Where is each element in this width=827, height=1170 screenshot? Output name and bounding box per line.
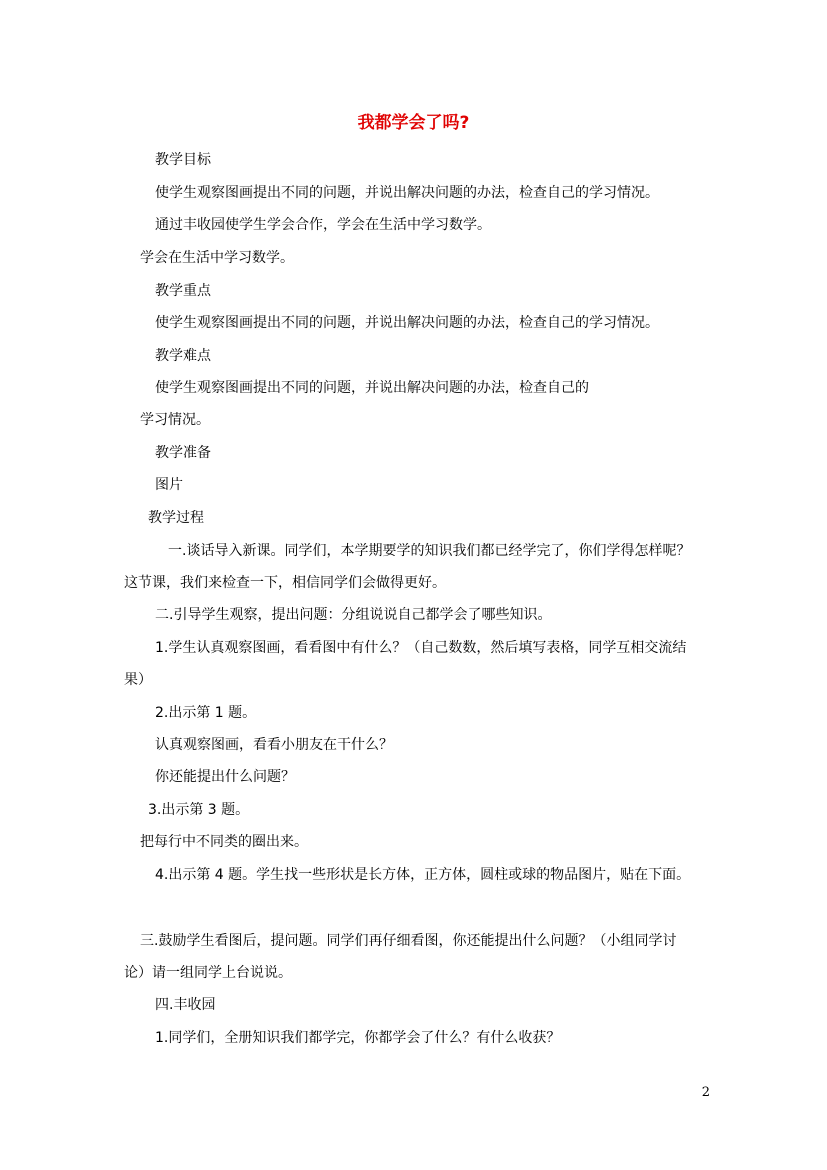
difficulty-text-1: 使学生观察图画提出不同的问题，并说出解决问题的办法，检查自己的	[155, 380, 589, 396]
step4: 四.丰收园	[155, 997, 216, 1013]
step2-4: 4.出示第 4 题。学生找一些形状是长方体，正方体，圆柱或球的物品图片，贴在下面。	[155, 867, 691, 883]
page-number: 2	[701, 1085, 710, 1100]
goal-text-2: 通过丰收园使学生学会合作，学会在生活中学习数学。	[155, 217, 491, 233]
goal-heading: 教学目标	[155, 152, 211, 168]
step2-1-line2: 果）	[124, 672, 152, 688]
step3-line2: 论）请一组同学上台说说。	[124, 965, 292, 981]
document-title: 我都学会了吗?	[357, 113, 470, 133]
prep-text: 图片	[155, 477, 183, 493]
key-text: 使学生观察图画提出不同的问题，并说出解决问题的办法，检查自己的学习情况。	[155, 315, 659, 331]
key-heading: 教学重点	[155, 283, 211, 299]
step4-1: 1.同学们，全册知识我们都学完，你都学会了什么？有什么收获？	[155, 1030, 561, 1046]
goal-text-3: 学会在生活中学习数学。	[140, 250, 294, 266]
step2-2-a: 认真观察图画，看看小朋友在干什么？	[155, 737, 393, 753]
step1-line2: 这节课，我们来检查一下，相信同学们会做得更好。	[124, 575, 446, 591]
process-heading: 教学过程	[148, 510, 204, 526]
prep-heading: 教学准备	[155, 445, 211, 461]
difficulty-text-2: 学习情况。	[140, 412, 210, 428]
step2-1-line1: 1.学生认真观察图画，看看图中有什么？（自己数数，然后填写表格，同学互相交流结	[155, 640, 687, 656]
step2-2-b: 你还能提出什么问题？	[155, 769, 295, 785]
step2-3-a: 把每行中不同类的圈出来。	[140, 834, 308, 850]
step2-2: 2.出示第 1 题。	[155, 705, 257, 721]
step1-line1: 一.谈话导入新课。同学们，本学期要学的知识我们都已经学完了，你们学得怎样呢？	[168, 543, 691, 559]
step2-3: 3.出示第 3 题。	[148, 802, 250, 818]
goal-text-1: 使学生观察图画提出不同的问题，并说出解决问题的办法，检查自己的学习情况。	[155, 185, 659, 201]
step3-line1: 三.鼓励学生看图后，提问题。同学们再仔细看图，你还能提出什么问题？（小组同学讨	[140, 933, 677, 949]
difficulty-heading: 教学难点	[155, 348, 211, 364]
step2: 二.引导学生观察，提出问题：分组说说自己都学会了哪些知识。	[155, 607, 552, 623]
